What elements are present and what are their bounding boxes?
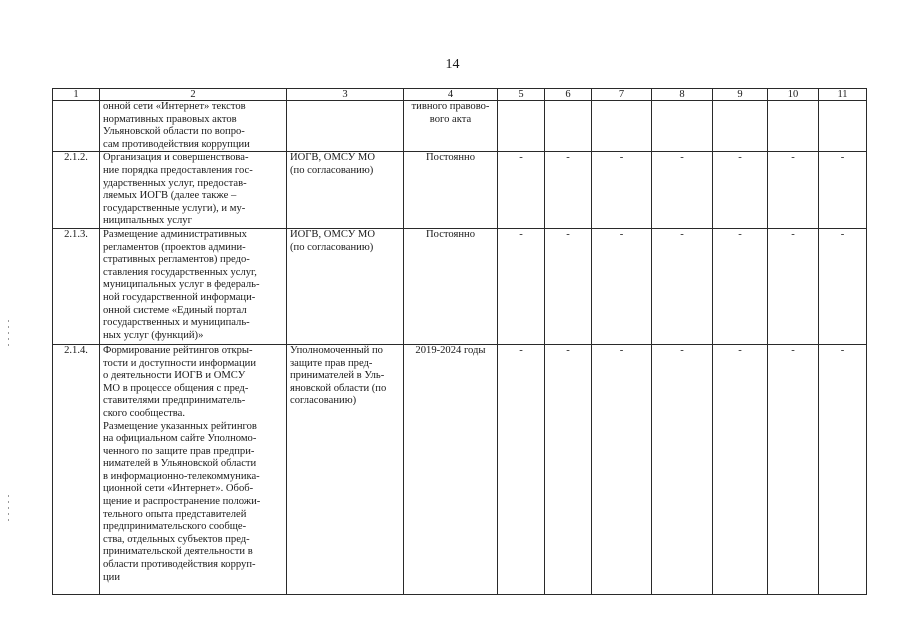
indicator-cell (713, 101, 768, 152)
scan-artifact (8, 320, 9, 350)
text-line: ляемых ИОГВ (далее также – (103, 190, 237, 202)
measure-executor (287, 228, 404, 344)
indicator-cell: - (819, 344, 867, 594)
indicator-cell: - (652, 344, 713, 594)
indicator-cell: - (498, 228, 545, 344)
indicator-cell: - (652, 228, 713, 344)
text-line: о деятельности ИОГВ и ОМСУ (103, 370, 246, 382)
indicator-cell (819, 101, 867, 152)
column-header: 8 (652, 89, 713, 101)
text-line: ства, отдельных субъектов пред- (103, 533, 250, 545)
table-row (53, 344, 867, 594)
text-line: Формирование рейтингов откры- (103, 344, 253, 356)
indicator-cell: - (768, 344, 819, 594)
column-header: 3 (287, 89, 404, 101)
text-line: МО в процессе общения с пред- (103, 382, 249, 394)
column-header: 10 (768, 89, 819, 101)
text-line: Организация и совершенствова- (103, 152, 249, 164)
indicator-cell: - (819, 228, 867, 344)
executor-line: (по согласованию) (290, 164, 374, 176)
text-line: принимательской деятельности в (103, 546, 253, 558)
indicator-cell: - (713, 152, 768, 229)
executor-line: яновской области (по (290, 382, 387, 394)
text-line: тельного опыта представителей (103, 508, 247, 520)
measure-number: 2.1.4. (53, 344, 100, 594)
table-row (53, 228, 867, 344)
indicator-cell: - (545, 344, 592, 594)
column-header: 11 (819, 89, 867, 101)
column-header: 9 (713, 89, 768, 101)
column-header: 7 (592, 89, 652, 101)
measure-text (100, 101, 287, 152)
indicator-cell: - (652, 152, 713, 229)
text-line: ных услуг (функций)» (103, 329, 204, 341)
indicator-cell: - (592, 228, 652, 344)
text-line: муниципальных услуг в федераль- (103, 279, 260, 291)
text-line: ского сообщества. (103, 407, 185, 419)
text-line: государственных и муниципаль- (103, 317, 250, 329)
text-line: ченного по защите прав предпри- (103, 445, 255, 457)
text-line: области противодействия корруп- (103, 559, 256, 571)
text-line: ной государственной информаци- (103, 291, 256, 303)
text-line: ционной сети «Интернет». Обоб- (103, 483, 254, 495)
executor-line: ИОГВ, ОМСУ МО (290, 228, 376, 240)
table-row (53, 101, 867, 152)
executor-line: Уполномоченный по (290, 344, 383, 356)
column-number-row (53, 89, 867, 101)
column-header: 1 (53, 89, 100, 101)
text-line: онной сети «Интернет» текстов (103, 101, 246, 112)
column-header: 4 (404, 89, 498, 101)
text-line: государственные услуги), и му- (103, 202, 246, 214)
indicator-cell: - (592, 152, 652, 229)
measure-number (53, 101, 100, 152)
indicator-cell (498, 101, 545, 152)
indicator-cell: - (545, 228, 592, 344)
table-row (53, 152, 867, 229)
text-line: ниципальных услуг (103, 215, 192, 227)
measure-executor (287, 101, 404, 152)
text-line: Размещение административных (103, 228, 247, 240)
text-line: ции (103, 571, 121, 583)
measure-text (100, 152, 287, 229)
column-header: 6 (545, 89, 592, 101)
indicator-cell (768, 101, 819, 152)
indicator-cell: - (768, 152, 819, 229)
executor-line: принимателей в Уль- (290, 370, 385, 382)
measure-term: Постоянно (404, 228, 498, 344)
text-line: ставления государственных услуг, (103, 266, 257, 278)
text-line: в информационно-телекоммуника- (103, 470, 260, 482)
executor-line: защите прав пред- (290, 357, 373, 369)
text-line: регламентов (проектов админи- (103, 241, 246, 253)
text-line: онной системе «Единый портал (103, 304, 247, 316)
text-line: ние порядка предоставления гос- (103, 164, 253, 176)
measure-term: Постоянно (404, 152, 498, 229)
text-line: предпринимательского сообще- (103, 521, 247, 533)
column-header: 5 (498, 89, 545, 101)
indicator-cell (545, 101, 592, 152)
measure-term: 2019-2024 годы (404, 344, 498, 594)
scan-artifact (8, 495, 9, 525)
text-line: щение и распространение положи- (103, 496, 261, 508)
text-line: Размещение указанных рейтингов (103, 420, 257, 432)
measure-executor (287, 152, 404, 229)
column-header: 2 (100, 89, 287, 101)
measure-term (404, 101, 498, 152)
text-line: ставителями предприниматель- (103, 395, 246, 407)
text-line: сам противодействия коррупции (103, 138, 250, 150)
term-line: вого акта (429, 113, 472, 125)
measure-text (100, 228, 287, 344)
executor-line: ИОГВ, ОМСУ МО (290, 152, 376, 164)
indicator-cell: - (713, 344, 768, 594)
indicator-cell (592, 101, 652, 152)
measure-number: 2.1.2. (53, 152, 100, 229)
page-number: 14 (445, 57, 460, 72)
term-line: тивного правово- (411, 101, 490, 112)
indicator-cell: - (545, 152, 592, 229)
executor-line: (по согласованию) (290, 241, 374, 253)
text-line: на официальном сайте Уполномо- (103, 433, 257, 445)
indicator-cell: - (592, 344, 652, 594)
indicator-cell: - (713, 228, 768, 344)
measure-executor (287, 344, 404, 594)
text-line: тости и доступности информации (103, 357, 256, 369)
text-line: нормативных правовых актов (103, 113, 237, 125)
indicator-cell: - (498, 344, 545, 594)
measure-text (100, 344, 287, 594)
indicator-cell: - (819, 152, 867, 229)
text-line: нимателей в Ульяновской области (103, 458, 257, 470)
executor-line: согласованию) (290, 395, 357, 407)
text-line: ударственных услуг, предостав- (103, 177, 247, 189)
indicator-cell (652, 101, 713, 152)
measure-number: 2.1.3. (53, 228, 100, 344)
indicator-cell: - (768, 228, 819, 344)
text-line: стративных регламентов) предо- (103, 254, 250, 266)
measures-table (52, 88, 867, 595)
indicator-cell: - (498, 152, 545, 229)
text-line: Ульяновской области по вопро- (103, 126, 245, 138)
